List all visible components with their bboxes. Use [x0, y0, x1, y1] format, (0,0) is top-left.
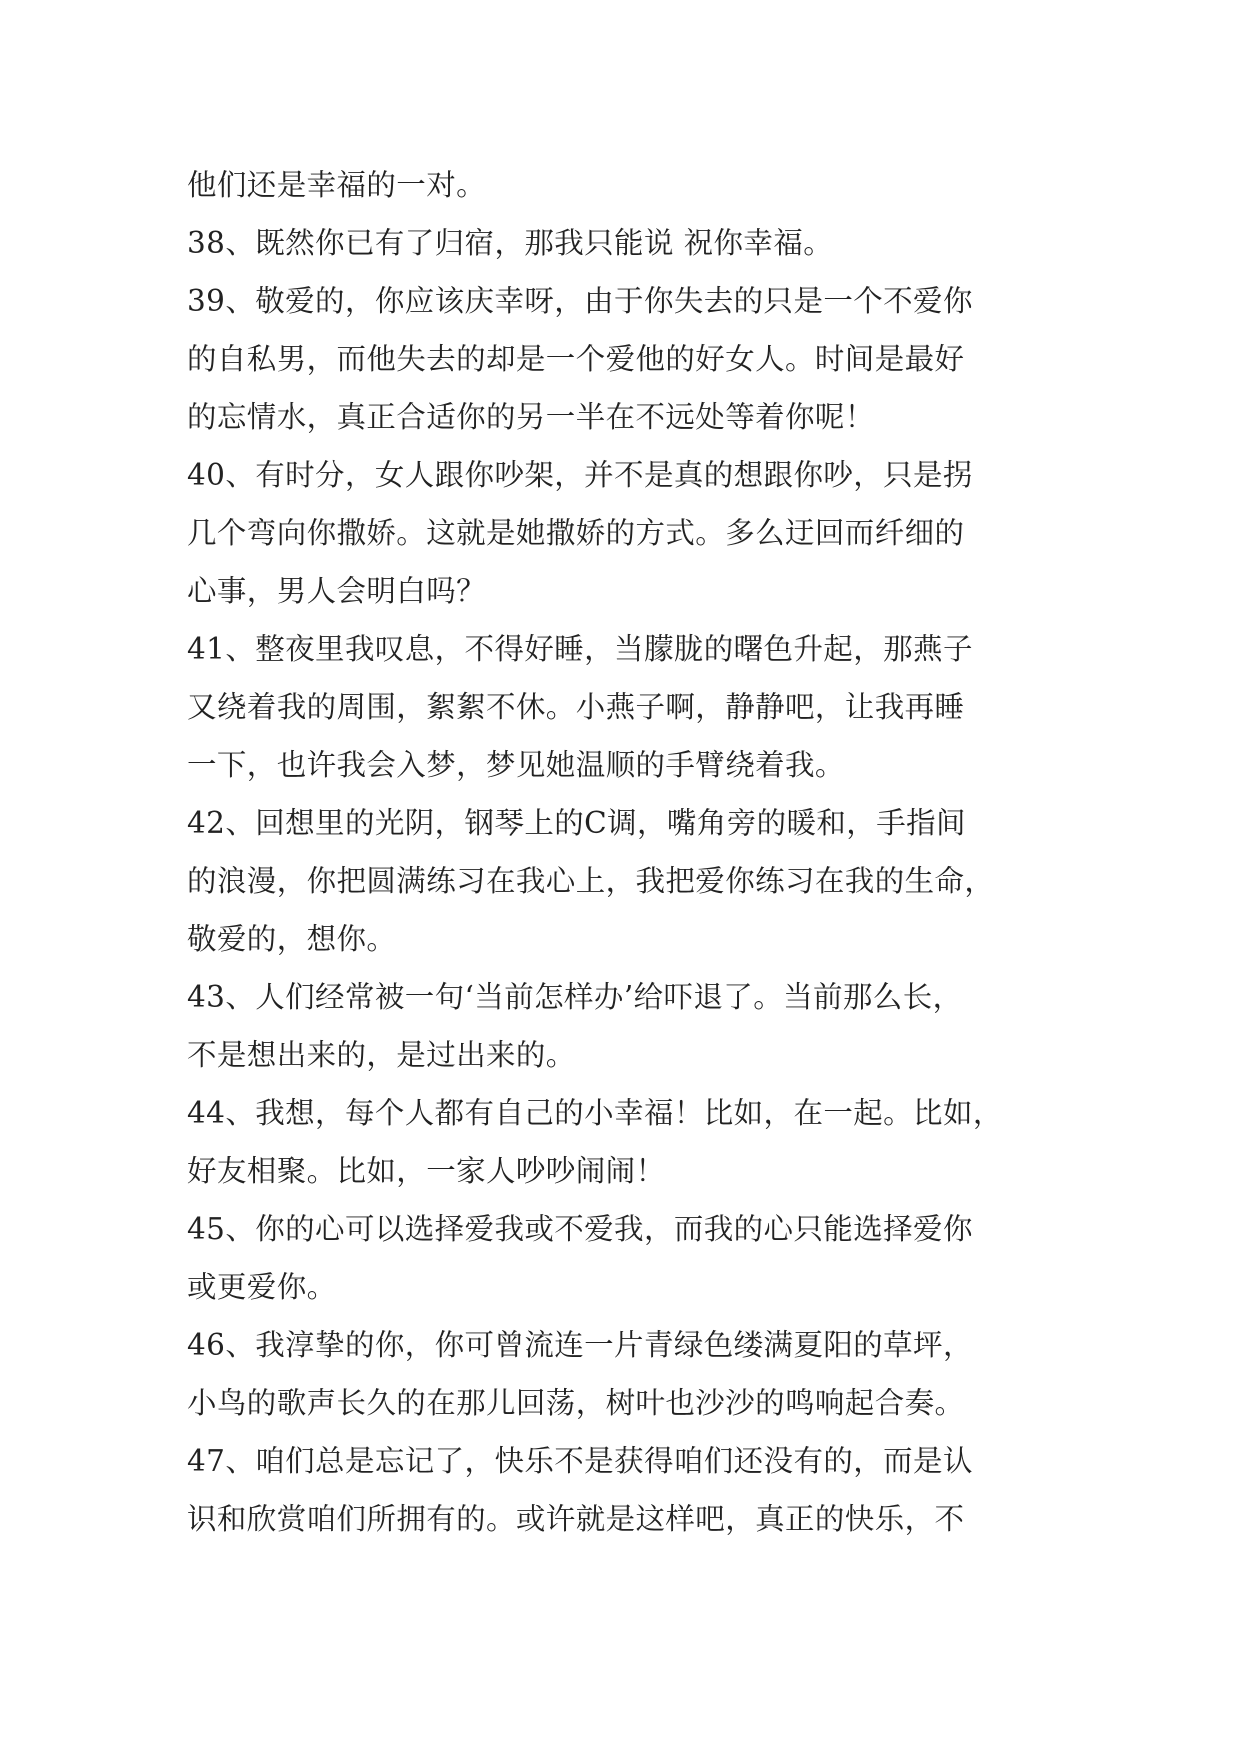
text-line: 43、人们经常被一句‘当前怎样办’给吓退了。当前那么长， — [187, 980, 963, 1014]
text-line: 不是想出来的，是过出来的。 — [187, 1038, 576, 1072]
text-line: 47、咱们总是忘记了，快乐不是获得咱们还没有的，而是认 — [187, 1444, 973, 1478]
text-line: 几个弯向你撒娇。这就是她撒娇的方式。多么迂回而纤细的 — [187, 516, 965, 550]
text-line: 敬爱的，想你。 — [187, 922, 397, 956]
text-line: 好友相聚。比如，一家人吵吵闹闹！ — [187, 1154, 666, 1188]
text-line: 46、我淳挚的你，你可曾流连一片青绿色缕满夏阳的草坪， — [187, 1328, 973, 1362]
text-line: 又绕着我的周围，絮絮不休。小燕子啊，静静吧，让我再睡 — [187, 690, 965, 724]
text-line: 39、敬爱的，你应该庆幸呀，由于你失去的只是一个不爱你 — [187, 284, 973, 318]
text-line: 41、整夜里我叹息，不得好睡，当朦胧的曙色升起，那燕子 — [187, 632, 973, 666]
text-line: 或更爱你。 — [187, 1270, 337, 1304]
text-line: 的忘情水，真正合适你的另一半在不远处等着你呢！ — [187, 400, 875, 434]
text-line: 识和欣赏咱们所拥有的。或许就是这样吧，真正的快乐，不 — [187, 1502, 965, 1536]
text-line: 心事，男人会明白吗？ — [187, 574, 487, 608]
text-line: 38、既然你已有了归宿，那我只能说 祝你幸福。 — [187, 226, 834, 260]
text-line: 45、你的心可以选择爱我或不爱我，而我的心只能选择爱你 — [187, 1212, 973, 1246]
document-body — [187, 156, 1057, 1548]
text-line: 一下，也许我会入梦，梦见她温顺的手臂绕着我。 — [187, 748, 845, 782]
text-line: 他们还是幸福的一对。 — [187, 168, 487, 202]
text-line: 44、我想，每个人都有自己的小幸福！比如，在一起。比如， — [187, 1096, 1003, 1130]
text-line: 的自私男，而他失去的却是一个爱他的好女人。时间是最好 — [187, 342, 965, 376]
text-line: 小鸟的歌声长久的在那儿回荡，树叶也沙沙的鸣响起合奏。 — [187, 1386, 965, 1420]
text-line: 的浪漫，你把圆满练习在我心上，我把爱你练习在我的生命， — [187, 864, 995, 898]
text-line: 40、有时分，女人跟你吵架，并不是真的想跟你吵，只是拐 — [187, 458, 973, 492]
text-line: 42、回想里的光阴，钢琴上的C调，嘴角旁的暖和，手指间 — [187, 806, 966, 840]
